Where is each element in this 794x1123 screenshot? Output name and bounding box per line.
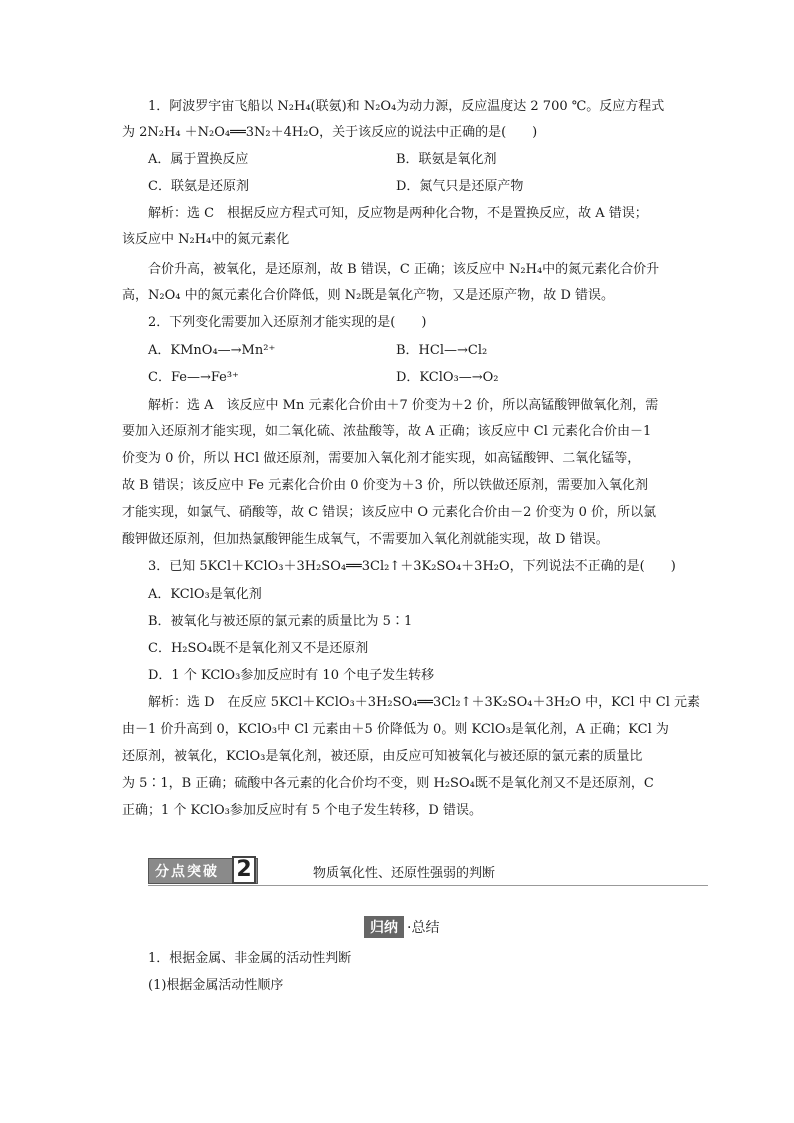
q1-option-b: B．联氨是氧化剂 (396, 152, 497, 167)
q3-option-c: C．H₂SO₄既不是氧化剂又不是还原剂 (148, 641, 369, 656)
q1-option-a: A．属于置换反应 (148, 152, 249, 167)
q2-explanation-line6: 酸钾做还原剂，但加热氯酸钾能生成氧气，不需要加入氧化剂就能实现，故 D 错误。 (122, 532, 609, 547)
q1-explanation-line1: 解析：选 C 根据反应方程式可知，反应物是两种化合物，不是置换反应，故 A 错误； (148, 206, 648, 221)
q2-option-a: A．KMnO₄—→Mn²⁺ (148, 343, 276, 358)
q2-option-b: B．HCl—→Cl₂ (396, 343, 488, 358)
q2-stem: 2．下列变化需要加入还原剂才能实现的是( ) (148, 315, 427, 330)
q3-option-a: A．KClO₃是氧化剂 (148, 587, 262, 602)
q3-explanation-line5: 正确；1 个 KClO₃参加反应时有 5 个电子发生转移，D 错误。 (122, 803, 482, 818)
q1-explanation-line2: 该反应中 N₂H₄中的氮元素化 (122, 232, 290, 247)
q1-stem-line1: 1．阿波罗宇宙飞船以 N₂H₄(联氨)和 N₂O₄为动力源，反应温度达 2 700 ℃。反应方程式 (148, 99, 665, 114)
section-number: 2 (232, 856, 256, 884)
q2-explanation-line1: 解析：选 A 该反应中 Mn 元素化合价由＋7 价变为＋2 价，所以高锰酸钾做氧化剂，需 (148, 398, 659, 413)
q3-option-d: D．1 个 KClO₃参加反应时有 10 个电子发生转移 (148, 668, 435, 683)
q1-option-d: D．氮气只是还原产物 (396, 179, 524, 194)
q2-explanation-line3: 价变为 0 价，所以 HCl 做还原剂，需要加入氧化剂才能实现，如高锰酸钾、二氧化锰等， (122, 451, 641, 466)
q3-option-b: B．被氧化与被还原的氯元素的质量比为 5∶1 (148, 614, 413, 629)
q3-explanation-line1: 解析：选 D 在反应 5KCl＋KClO₃＋3H₂SO₄══3Cl₂↑＋3K₂SO₄＋3H₂O 中，KCl 中 Cl 元素 (148, 695, 701, 710)
q3-stem: 3．已知 5KCl＋KClO₃＋3H₂SO₄══3Cl₂↑＋3K₂SO₄＋3H₂O，下列说法不正确的是( ) (148, 559, 676, 574)
section-tag-label: 分点突破 (155, 864, 219, 880)
q3-explanation-line3: 还原剂，被氧化，KClO₃是氧化剂，被还原，由反应可知被氧化与被还原的氯元素的质量比 (122, 749, 643, 764)
q1-explanation-line4: 高，N₂O₄ 中的氮元素化合价降低，则 N₂既是氧化产物，又是还原产物，故 D 错误。 (122, 288, 614, 303)
q2-explanation-line2: 要加入还原剂才能实现，如二氧化硫、浓盐酸等，故 A 正确；该反应中 Cl 元素化合价由－1 (122, 424, 652, 439)
section-banner (148, 858, 708, 886)
q2-explanation-line5: 才能实现，如氯气、硝酸等，故 C 错误；该反应中 O 元素化合价由－2 价变为 0 价，所以氯 (122, 505, 657, 520)
q1-option-c: C．联氨是还原剂 (148, 179, 249, 194)
summary-heading (364, 916, 439, 938)
q2-option-d: D．KClO₃—→O₂ (396, 370, 499, 385)
section-divider (148, 885, 708, 886)
tail-subpoint-1: (1)根据金属活动性顺序 (148, 978, 284, 993)
q2-explanation-line4: 故 B 错误；该反应中 Fe 元素化合价由 0 价变为＋3 价，所以铁做还原剂，需要加入氧化剂 (122, 478, 649, 493)
tail-point-1: 1．根据金属、非金属的活动性判断 (148, 951, 352, 966)
summary-box-label: 归纳 (364, 916, 404, 938)
q3-explanation-line2: 由－1 价升高到 0，KClO₃中 Cl 元素由＋5 价降低为 0。则 KClO₃是氧化剂，A 正确；KCl 为 (122, 722, 669, 737)
q2-option-c: C．Fe—→Fe³⁺ (148, 370, 239, 385)
q3-explanation-line4: 为 5∶1，B 正确；硫酸中各元素的化合价均不变，则 H₂SO₄既不是氧化剂又不是还原剂，C (122, 776, 654, 791)
q1-explanation-line3: 合价升高，被氧化，是还原剂，故 B 错误，C 正确；该反应中 N₂H₄中的氮元素化合价升 (148, 262, 660, 277)
section-title: 物质氧化性、还原性强弱的判断 (313, 866, 496, 881)
q1-stem-line2: 为 2N₂H₄ ＋N₂O₄══3N₂＋4H₂O，关于该反应的说法中正确的是( ) (122, 125, 538, 140)
summary-heading-text: ·总结 (407, 920, 440, 936)
